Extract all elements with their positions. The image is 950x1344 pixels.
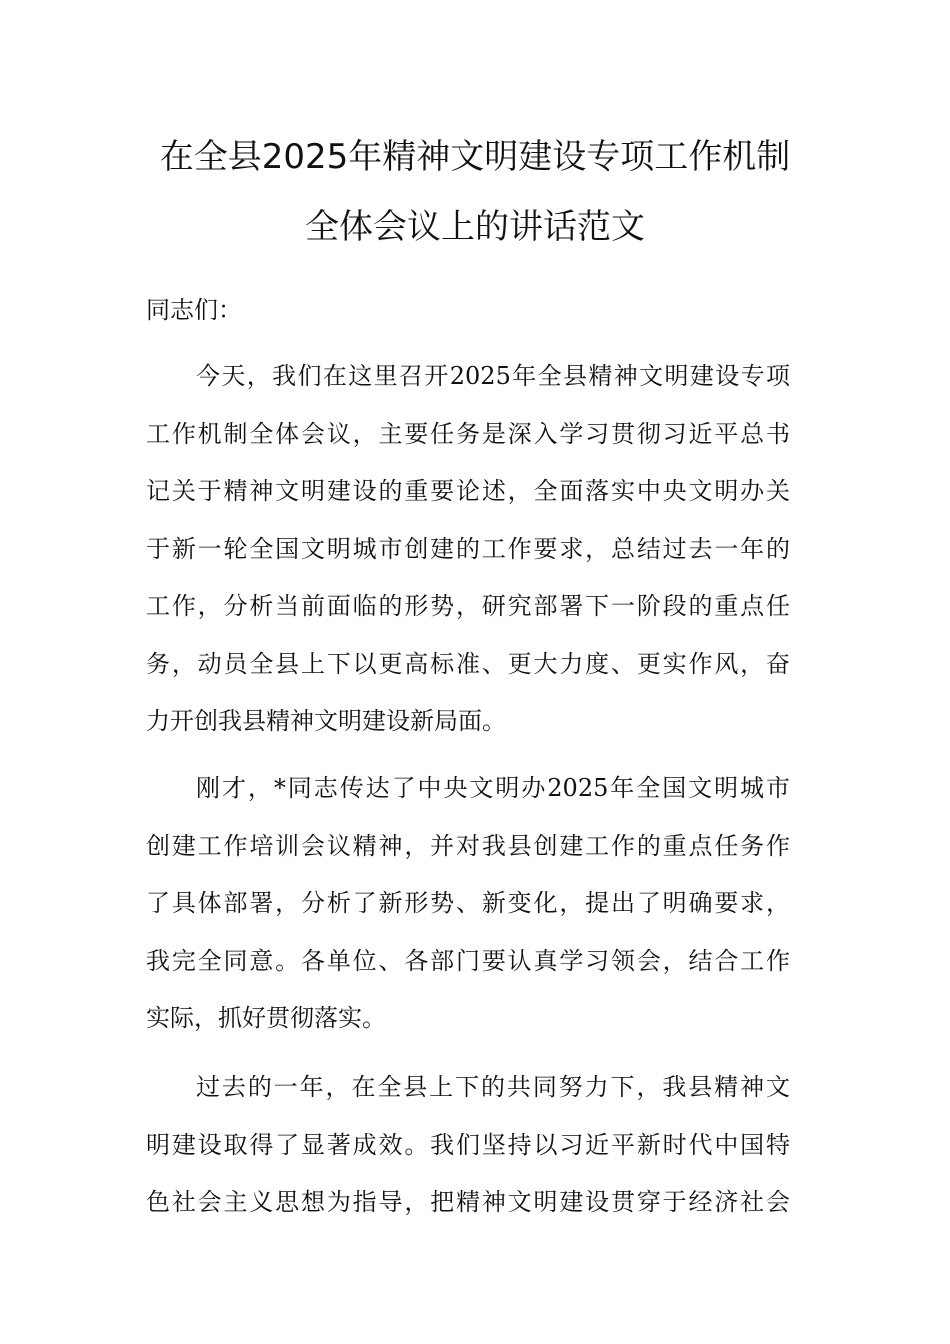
paragraph-1-line: 今天，我们在这里召开2025年全县精神文明建设专项 (196, 362, 790, 390)
paragraph-1-line: 记关于精神文明建设的重要论述，全面落实中央文明办关 (146, 477, 790, 505)
paragraph-2-line: 创建工作培训会议精神，并对我县创建工作的重点任务作 (146, 831, 790, 860)
paragraph-1-line: 力开创我县精神文明建设新局面。 (146, 707, 506, 735)
paragraph-3-line: 色社会主义思想为指导，把精神文明建设贯穿于经济社会 (146, 1188, 790, 1216)
paragraph-2-line: 了具体部署，分析了新形势、新变化，提出了明确要求， (146, 889, 790, 917)
paragraph-3-line: 过去的一年，在全县上下的共同努力下，我县精神文 (196, 1073, 790, 1101)
paragraph-1-line: 务，动员全县上下以更高标准、更大力度、更实作风，奋 (146, 649, 790, 678)
paragraph-2-line: 刚才，*同志传达了中央文明办2025年全国文明城市 (196, 774, 790, 802)
paragraph-2-line: 实际，抓好贯彻落实。 (146, 1004, 386, 1032)
paragraph-3-line: 明建设取得了显著成效。我们坚持以习近平新时代中国特 (146, 1130, 790, 1159)
document-title-line-1: 在全县2025年精神文明建设专项工作机制 (159, 137, 791, 177)
paragraph-1-line: 工作机制全体会议，主要任务是深入学习贯彻习近平总书 (146, 419, 790, 448)
paragraph-2-line: 我完全同意。各单位、各部门要认真学习领会，结合工作 (146, 946, 790, 975)
paragraph-1-line: 工作，分析当前面临的形势，研究部署下一阶段的重点任 (146, 592, 790, 620)
salutation: 同志们： (146, 296, 242, 324)
paragraph-1-line: 于新一轮全国文明城市创建的工作要求，总结过去一年的 (146, 534, 790, 563)
document-title-line-2: 全体会议上的讲话范文 (305, 207, 645, 247)
